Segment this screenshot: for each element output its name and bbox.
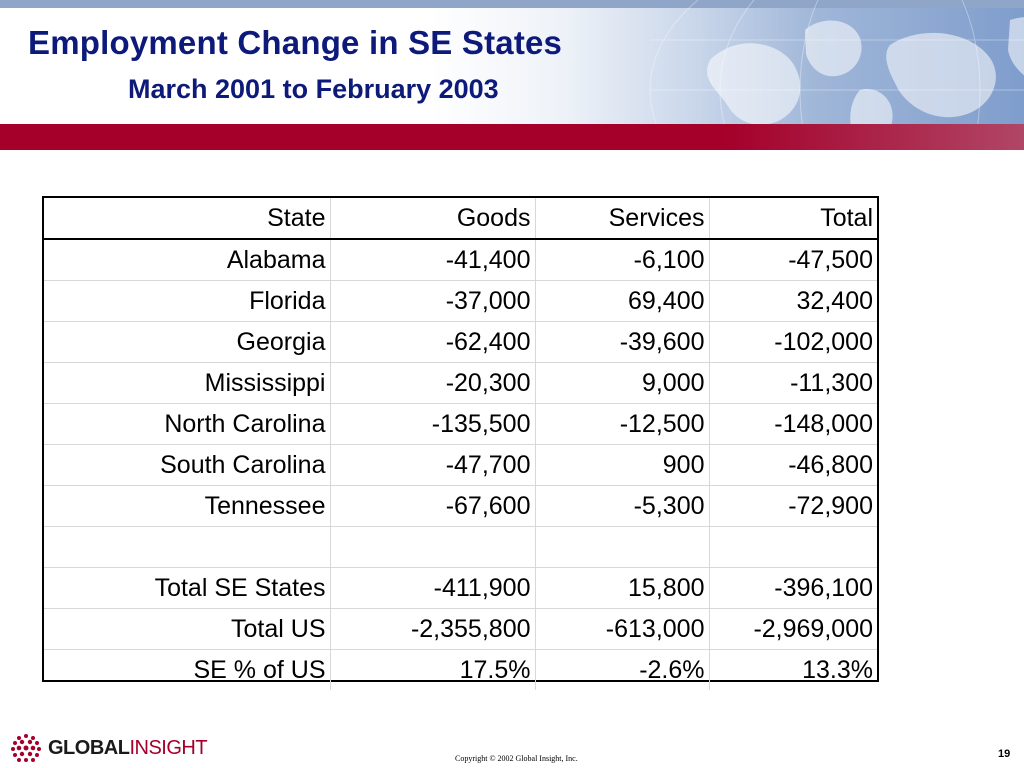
world-map-graphic — [560, 0, 1024, 124]
state-cell — [44, 527, 330, 568]
total-cell: -47,500 — [709, 239, 877, 281]
column-header-total: Total — [709, 198, 877, 239]
goods-cell: -37,000 — [330, 281, 535, 322]
table-spacer-row — [44, 527, 877, 568]
global-insight-logo — [8, 730, 207, 766]
services-cell: 69,400 — [535, 281, 709, 322]
services-cell: 15,800 — [535, 568, 709, 609]
goods-cell: -2,355,800 — [330, 609, 535, 650]
column-header-state: State — [44, 198, 330, 239]
state-cell: Mississippi — [44, 363, 330, 404]
accent-bar-fade — [724, 124, 1024, 150]
services-cell: -613,000 — [535, 609, 709, 650]
table-row — [44, 404, 877, 445]
services-cell: 9,000 — [535, 363, 709, 404]
slide-subtitle: March 2001 to February 2003 — [128, 74, 499, 104]
column-header-goods: Goods — [330, 198, 535, 239]
logo-text-insight: INSIGHT — [129, 736, 208, 759]
table-row — [44, 650, 877, 691]
services-cell: -39,600 — [535, 322, 709, 363]
table-row — [44, 609, 877, 650]
total-cell: -102,000 — [709, 322, 877, 363]
total-cell — [709, 527, 877, 568]
goods-cell — [330, 527, 535, 568]
goods-cell: -47,700 — [330, 445, 535, 486]
services-cell — [535, 527, 709, 568]
copyright-notice: Copyright © 2002 Global Insight, Inc. — [455, 754, 578, 763]
table-row — [44, 568, 877, 609]
employment-table-container — [42, 196, 879, 682]
state-cell: North Carolina — [44, 404, 330, 445]
state-cell: Alabama — [44, 239, 330, 281]
total-cell: -72,900 — [709, 486, 877, 527]
table-row — [44, 486, 877, 527]
table-row — [44, 281, 877, 322]
goods-cell: -411,900 — [330, 568, 535, 609]
slide-header-background — [0, 0, 1024, 124]
table-row — [44, 363, 877, 404]
logo-text-global: GLOBAL — [48, 736, 130, 759]
total-cell: -148,000 — [709, 404, 877, 445]
employment-table — [44, 198, 877, 690]
globe-dots-icon — [8, 730, 44, 766]
services-cell: -6,100 — [535, 239, 709, 281]
total-cell: 32,400 — [709, 281, 877, 322]
table-row — [44, 322, 877, 363]
column-header-services: Services — [535, 198, 709, 239]
total-cell: -11,300 — [709, 363, 877, 404]
total-cell: -396,100 — [709, 568, 877, 609]
goods-cell: -20,300 — [330, 363, 535, 404]
goods-cell: -41,400 — [330, 239, 535, 281]
page-number: 19 — [998, 748, 1011, 760]
total-cell: -46,800 — [709, 445, 877, 486]
slide-title: Employment Change in SE States — [28, 24, 563, 61]
state-cell: Total US — [44, 609, 330, 650]
goods-cell: -135,500 — [330, 404, 535, 445]
table-row — [44, 445, 877, 486]
goods-cell: -62,400 — [330, 322, 535, 363]
services-cell: 900 — [535, 445, 709, 486]
goods-cell: 17.5% — [330, 650, 535, 691]
state-cell: SE % of US — [44, 650, 330, 691]
goods-cell: -67,600 — [330, 486, 535, 527]
table-row — [44, 239, 877, 281]
state-cell: Georgia — [44, 322, 330, 363]
total-cell: 13.3% — [802, 655, 873, 684]
state-cell: Total SE States — [44, 568, 330, 609]
state-cell: South Carolina — [44, 445, 330, 486]
services-cell: -2.6% — [535, 650, 709, 691]
table-header-row — [44, 198, 877, 239]
services-cell: -5,300 — [535, 486, 709, 527]
state-cell: Tennessee — [44, 486, 330, 527]
state-cell: Florida — [44, 281, 330, 322]
services-cell: -12,500 — [535, 404, 709, 445]
total-cell: -2,969,000 — [709, 609, 877, 650]
